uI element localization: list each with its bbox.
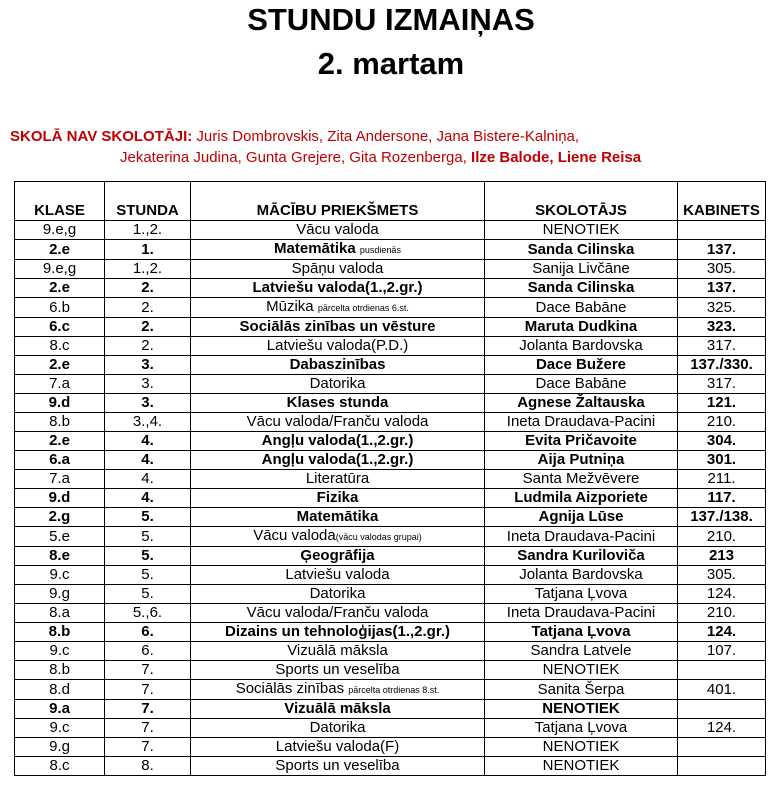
cell-class: 7.a	[15, 470, 105, 489]
cell-teacher: Aija Putniņa	[485, 451, 678, 470]
cell-subject	[191, 298, 485, 318]
cell-room	[678, 221, 766, 240]
cell-teacher: Dace Babāne	[485, 375, 678, 394]
cell-lesson: 7.	[105, 680, 191, 700]
subject-text: Vācu valoda/Franču valoda	[246, 604, 429, 621]
cell-subject	[191, 221, 485, 240]
cell-lesson: 3.,4.	[105, 413, 191, 432]
cell-class: 2.e	[15, 240, 105, 260]
cell-lesson: 3.	[105, 356, 191, 375]
subject-text: Vācu valoda	[253, 527, 336, 544]
absent-names-bold: Ilze Balode, Liene Reisa	[471, 149, 642, 166]
cell-room: 305.	[678, 566, 766, 585]
subject-text: Latviešu valoda(P.D.)	[266, 337, 409, 354]
cell-room: 305.	[678, 260, 766, 279]
table-row	[15, 394, 766, 413]
subject-text: Spāņu valoda	[291, 260, 384, 277]
cell-teacher: Jolanta Bardovska	[485, 566, 678, 585]
cell-subject	[191, 432, 485, 451]
cell-room: 210.	[678, 527, 766, 547]
table-row	[15, 298, 766, 318]
cell-class: 9.d	[15, 489, 105, 508]
cell-subject	[191, 547, 485, 566]
cell-subject	[191, 375, 485, 394]
cell-class: 8.d	[15, 680, 105, 700]
cell-subject	[191, 470, 485, 489]
cell-subject	[191, 394, 485, 413]
column-header-teacher: SKOLOTĀJS	[485, 182, 678, 221]
cell-room: 210.	[678, 604, 766, 623]
cell-room: 401.	[678, 680, 766, 700]
cell-subject	[191, 700, 485, 719]
cell-lesson: 1.,2.	[105, 221, 191, 240]
subject-text: Datorika	[309, 719, 366, 736]
cell-teacher: Ineta Draudava-Pacini	[485, 413, 678, 432]
cell-lesson: 5.	[105, 585, 191, 604]
table-row	[15, 623, 766, 642]
cell-subject	[191, 661, 485, 680]
table-row	[15, 585, 766, 604]
cell-room	[678, 757, 766, 776]
cell-room: 213	[678, 547, 766, 566]
subject-text: Datorika	[309, 585, 366, 602]
subject-text: Fizika	[316, 489, 359, 506]
page-subtitle-date: 2. martam	[317, 46, 465, 81]
cell-lesson: 7.	[105, 700, 191, 719]
cell-class: 8.c	[15, 757, 105, 776]
cell-teacher: Sanita Šerpa	[485, 680, 678, 700]
cell-lesson: 5.	[105, 508, 191, 527]
table-row	[15, 680, 766, 700]
page-title: STUNDU IZMAIŅAS	[247, 2, 535, 37]
cell-room: 304.	[678, 432, 766, 451]
table-row	[15, 489, 766, 508]
cell-class: 9.g	[15, 738, 105, 757]
subject-text: Matemātika	[274, 240, 360, 257]
cell-class: 5.e	[15, 527, 105, 547]
cell-class: 8.b	[15, 623, 105, 642]
table-row	[15, 604, 766, 623]
cell-teacher: Santa Mežvēvere	[485, 470, 678, 489]
table-row	[15, 318, 766, 337]
cell-lesson: 5.,6.	[105, 604, 191, 623]
cell-teacher: Sanija Livčāne	[485, 260, 678, 279]
cell-subject	[191, 413, 485, 432]
cell-teacher: Sandra Kuriloviča	[485, 547, 678, 566]
cell-subject	[191, 680, 485, 700]
cell-class: 8.e	[15, 547, 105, 566]
cell-room: 124.	[678, 719, 766, 738]
cell-room	[678, 661, 766, 680]
cell-class: 8.a	[15, 604, 105, 623]
subject-text: Vācu valoda/Franču valoda	[246, 413, 429, 430]
cell-teacher: NENOTIEK	[485, 700, 678, 719]
cell-class: 8.b	[15, 413, 105, 432]
cell-lesson: 2.	[105, 318, 191, 337]
cell-lesson: 1.	[105, 240, 191, 260]
cell-teacher: Sanda Cilinska	[485, 279, 678, 298]
cell-room: 107.	[678, 642, 766, 661]
cell-teacher: NENOTIEK	[485, 661, 678, 680]
cell-subject	[191, 623, 485, 642]
table-row	[15, 240, 766, 260]
cell-subject	[191, 566, 485, 585]
cell-room: 325.	[678, 298, 766, 318]
cell-subject	[191, 240, 485, 260]
cell-room: 124.	[678, 623, 766, 642]
cell-teacher: Dace Babāne	[485, 298, 678, 318]
cell-teacher: Tatjana Ļvova	[485, 585, 678, 604]
table-row	[15, 260, 766, 279]
cell-room: 323.	[678, 318, 766, 337]
cell-lesson: 3.	[105, 375, 191, 394]
cell-room: 117.	[678, 489, 766, 508]
cell-lesson: 4.	[105, 432, 191, 451]
cell-lesson: 4.	[105, 470, 191, 489]
absent-line-2	[120, 147, 641, 169]
cell-room: 137.	[678, 279, 766, 298]
column-header-room: KABINETS	[678, 182, 766, 221]
table-row	[15, 356, 766, 375]
subject-text: Datorika	[309, 375, 366, 392]
cell-subject	[191, 604, 485, 623]
cell-lesson: 5.	[105, 547, 191, 566]
table-row	[15, 642, 766, 661]
table-row	[15, 451, 766, 470]
subject-note: pārcelta otrdienas 8.st.	[348, 685, 440, 695]
subject-text: Sports un veselība	[275, 757, 400, 774]
cell-subject	[191, 451, 485, 470]
table-row	[15, 661, 766, 680]
absent-line-1	[10, 126, 579, 148]
cell-lesson: 4.	[105, 451, 191, 470]
cell-subject	[191, 738, 485, 757]
cell-teacher: Ludmila Aizporiete	[485, 489, 678, 508]
cell-teacher: Jolanta Bardovska	[485, 337, 678, 356]
cell-class: 8.c	[15, 337, 105, 356]
table-row	[15, 413, 766, 432]
cell-lesson: 1.,2.	[105, 260, 191, 279]
table-row	[15, 700, 766, 719]
subject-note: (vācu valodas grupai)	[335, 532, 422, 542]
cell-subject	[191, 260, 485, 279]
cell-lesson: 5.	[105, 527, 191, 547]
cell-room: 137.	[678, 240, 766, 260]
cell-class: 6.a	[15, 451, 105, 470]
cell-subject	[191, 489, 485, 508]
subject-text: Dizains un tehnoloģijas(1.,2.gr.)	[224, 623, 451, 640]
cell-teacher: Ineta Draudava-Pacini	[485, 604, 678, 623]
schedule-changes-table	[14, 181, 766, 776]
cell-room	[678, 700, 766, 719]
cell-lesson: 8.	[105, 757, 191, 776]
cell-teacher: Dace Bužere	[485, 356, 678, 375]
cell-room: 121.	[678, 394, 766, 413]
table-row	[15, 719, 766, 738]
cell-lesson: 5.	[105, 566, 191, 585]
subject-text: Angļu valoda(1.,2.gr.)	[261, 432, 414, 449]
cell-lesson: 2.	[105, 337, 191, 356]
column-header-lesson: STUNDA	[105, 182, 191, 221]
subject-note: pārcelta otrdienas 6.st.	[317, 303, 409, 313]
cell-lesson: 7.	[105, 719, 191, 738]
cell-subject	[191, 527, 485, 547]
subject-text: Latviešu valoda(F)	[275, 738, 400, 755]
cell-room: 301.	[678, 451, 766, 470]
absent-names-1: Juris Dombrovskis, Zita Andersone, Jana Bistere-Kalniņa,	[192, 128, 580, 145]
table-row	[15, 432, 766, 451]
absent-names-2: Jekaterina Judina, Gunta Grejere, Gita Rozenberga,	[120, 149, 472, 166]
cell-class: 2.g	[15, 508, 105, 527]
cell-room: 137./330.	[678, 356, 766, 375]
subject-text: Mūzika	[266, 298, 318, 315]
cell-teacher: Sanda Cilinska	[485, 240, 678, 260]
cell-class: 9.g	[15, 585, 105, 604]
cell-subject	[191, 757, 485, 776]
subject-text: Ģeogrāfija	[300, 547, 375, 564]
subject-text: Sports un veselība	[275, 661, 400, 678]
absent-label: SKOLĀ NAV SKOLOTĀJI:	[10, 128, 193, 145]
cell-subject	[191, 719, 485, 738]
cell-lesson: 7.	[105, 661, 191, 680]
cell-room: 317.	[678, 337, 766, 356]
cell-subject	[191, 318, 485, 337]
cell-lesson: 3.	[105, 394, 191, 413]
column-header-subject: MĀCĪBU PRIEKŠMETS	[191, 182, 485, 221]
subject-text: Angļu valoda(1.,2.gr.)	[261, 451, 414, 468]
subject-text: Sociālās zinības un vēsture	[239, 318, 436, 335]
cell-teacher: Agnija Lūse	[485, 508, 678, 527]
table-row	[15, 221, 766, 240]
subject-text: Latviešu valoda(1.,2.gr.)	[252, 279, 423, 296]
table-row	[15, 547, 766, 566]
table-row	[15, 470, 766, 489]
table-row	[15, 738, 766, 757]
subject-text: Matemātika	[296, 508, 379, 525]
subject-text: Latviešu valoda	[285, 566, 390, 583]
table-body	[15, 221, 766, 776]
subject-text: Dabaszinības	[289, 356, 386, 373]
cell-subject	[191, 508, 485, 527]
cell-lesson: 6.	[105, 642, 191, 661]
subject-text: Vizuālā māksla	[287, 642, 388, 659]
cell-lesson: 2.	[105, 279, 191, 298]
cell-teacher: Sandra Latvele	[485, 642, 678, 661]
table-row	[15, 375, 766, 394]
cell-class: 7.a	[15, 375, 105, 394]
cell-lesson: 7.	[105, 738, 191, 757]
cell-class: 6.c	[15, 318, 105, 337]
subject-text: Klases stunda	[286, 394, 389, 411]
cell-lesson: 2.	[105, 298, 191, 318]
cell-lesson: 4.	[105, 489, 191, 508]
table-header-row	[15, 182, 766, 221]
subject-text: Sociālās zinības	[235, 680, 349, 697]
cell-class: 9.c	[15, 566, 105, 585]
cell-teacher: NENOTIEK	[485, 757, 678, 776]
column-header-class: KLASE	[15, 182, 105, 221]
table-row	[15, 527, 766, 547]
cell-class: 2.e	[15, 432, 105, 451]
cell-class: 9.a	[15, 700, 105, 719]
cell-room: 210.	[678, 413, 766, 432]
cell-room: 317.	[678, 375, 766, 394]
subject-text: Vizuālā māksla	[284, 700, 391, 717]
cell-room: 124.	[678, 585, 766, 604]
cell-teacher: Ineta Draudava-Pacini	[485, 527, 678, 547]
table-row	[15, 757, 766, 776]
cell-class: 9.c	[15, 642, 105, 661]
cell-subject	[191, 279, 485, 298]
cell-teacher: Agnese Žaltauska	[485, 394, 678, 413]
cell-teacher: Tatjana Ļvova	[485, 623, 678, 642]
cell-subject	[191, 585, 485, 604]
table-row	[15, 279, 766, 298]
cell-teacher: Maruta Dudkina	[485, 318, 678, 337]
cell-class: 2.e	[15, 279, 105, 298]
cell-teacher: Evita Pričavoite	[485, 432, 678, 451]
cell-class: 9.e,g	[15, 221, 105, 240]
cell-class: 9.e,g	[15, 260, 105, 279]
table-row	[15, 337, 766, 356]
cell-teacher: NENOTIEK	[485, 738, 678, 757]
cell-class: 9.c	[15, 719, 105, 738]
cell-subject	[191, 356, 485, 375]
cell-class: 2.e	[15, 356, 105, 375]
table-row	[15, 566, 766, 585]
subject-text: Literatūra	[305, 470, 370, 487]
cell-class: 8.b	[15, 661, 105, 680]
subject-note: pusdienās	[359, 245, 401, 255]
cell-room: 137./138.	[678, 508, 766, 527]
cell-lesson: 6.	[105, 623, 191, 642]
cell-room	[678, 738, 766, 757]
cell-teacher: Tatjana Ļvova	[485, 719, 678, 738]
cell-class: 6.b	[15, 298, 105, 318]
cell-subject	[191, 642, 485, 661]
cell-class: 9.d	[15, 394, 105, 413]
cell-room: 211.	[678, 470, 766, 489]
subject-text: Vācu valoda	[296, 221, 379, 238]
cell-subject	[191, 337, 485, 356]
cell-teacher: NENOTIEK	[485, 221, 678, 240]
table-row	[15, 508, 766, 527]
